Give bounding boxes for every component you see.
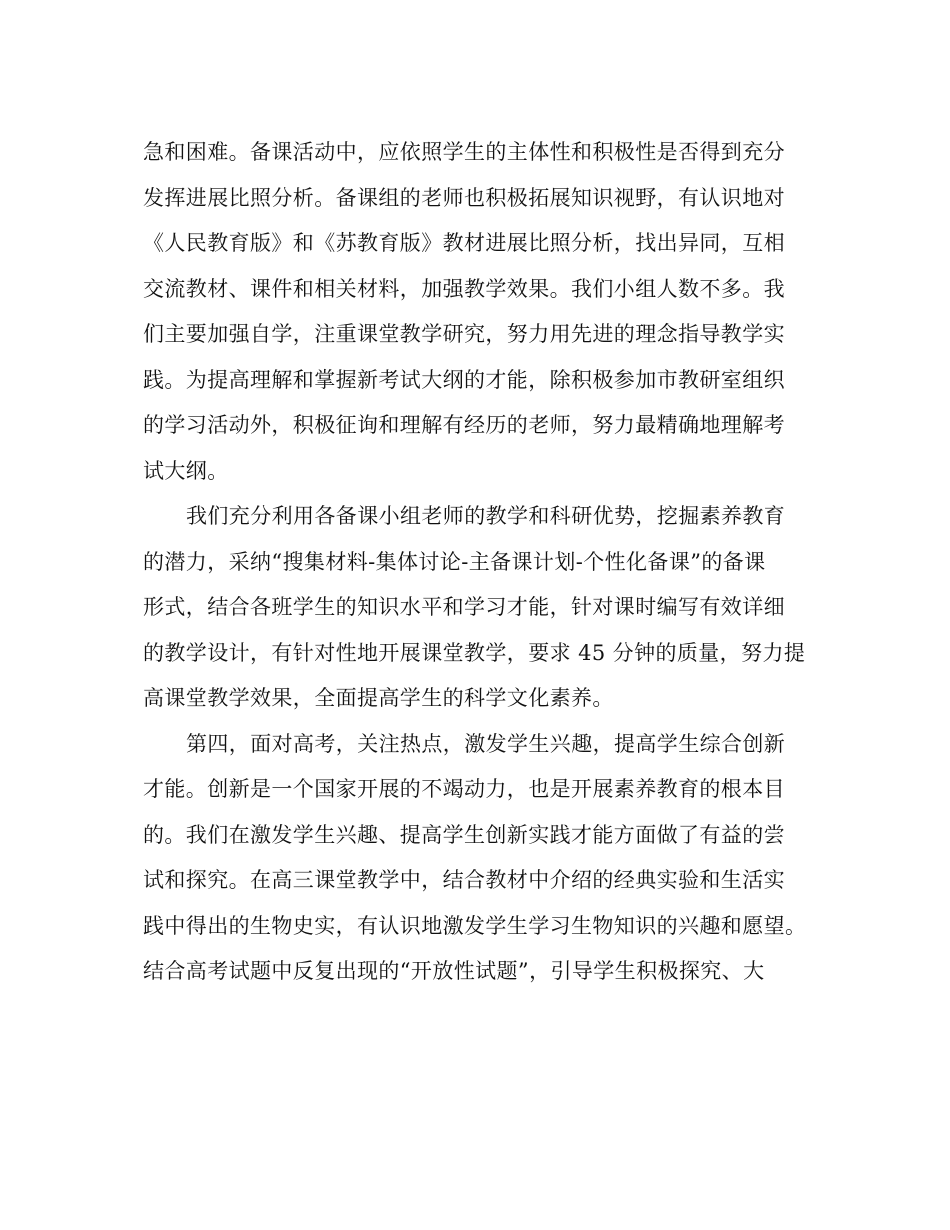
body-text	[143, 130, 825, 995]
text-line: 们主要加强自学，注重课堂教学研究，努力用先进的理念指导教学实	[143, 322, 785, 346]
text-line: 的。我们在激发学生兴趣、提高学生创新实践才能方面做了有益的尝	[143, 822, 785, 847]
text-line: 交流教材、课件和相关材料，加强教学效果。我们小组人数不多。我	[143, 276, 785, 301]
text-line: 发挥进展比照分析。备课组的老师也积极拓展知识视野，有认识地对	[143, 185, 785, 210]
text-line: 试和探究。在高三课堂教学中，结合教材中介绍的经典实验和生活实	[143, 868, 785, 892]
text-line: 结合高考试题中反复出现的“开放性试题”，引导学生积极探究、大	[143, 959, 765, 983]
text-line: 的学习活动外，积极征询和理解有经历的老师，努力最精确地理解考	[143, 413, 785, 437]
text-line: 的潜力，采纳“搜集材料-集体讨论-主备课计划-个性化备课”的备课	[143, 549, 766, 574]
text-line: 的教学设计，有针对性地开展课堂教学，要求 45 分钟的质量，努力提	[143, 640, 806, 665]
text-line: 高课堂教学效果，全面提高学生的科学文化素养。	[143, 686, 614, 710]
text-line: 急和困难。备课活动中，应依照学生的主体性和积极性是否得到充分	[143, 140, 785, 164]
text-line: 《人民教育版》和《苏教育版》教材进展比照分析，找出异同，互相	[143, 231, 785, 255]
paragraph-first-line: 我们充分利用各备课小组老师的教学和科研优势，挖掘素养教育	[186, 504, 786, 528]
text-line: 形式，结合各班学生的知识水平和学习才能，针对课时编写有效详细	[143, 595, 785, 619]
text-line: 才能。创新是一个国家开展的不竭动力，也是开展素养教育的根本目	[143, 777, 785, 801]
paragraph-first-line: 第四，面对高考，关注热点，激发学生兴趣，提高学生综合创新	[186, 731, 786, 756]
text-line: 践中得出的生物史实，有认识地激发学生学习生物知识的兴趣和愿望。	[143, 913, 807, 938]
text-line: 试大纲。	[143, 458, 229, 483]
text-line: 践。为提高理解和掌握新考试大纲的才能，除积极参加市教研室组织	[143, 367, 785, 392]
